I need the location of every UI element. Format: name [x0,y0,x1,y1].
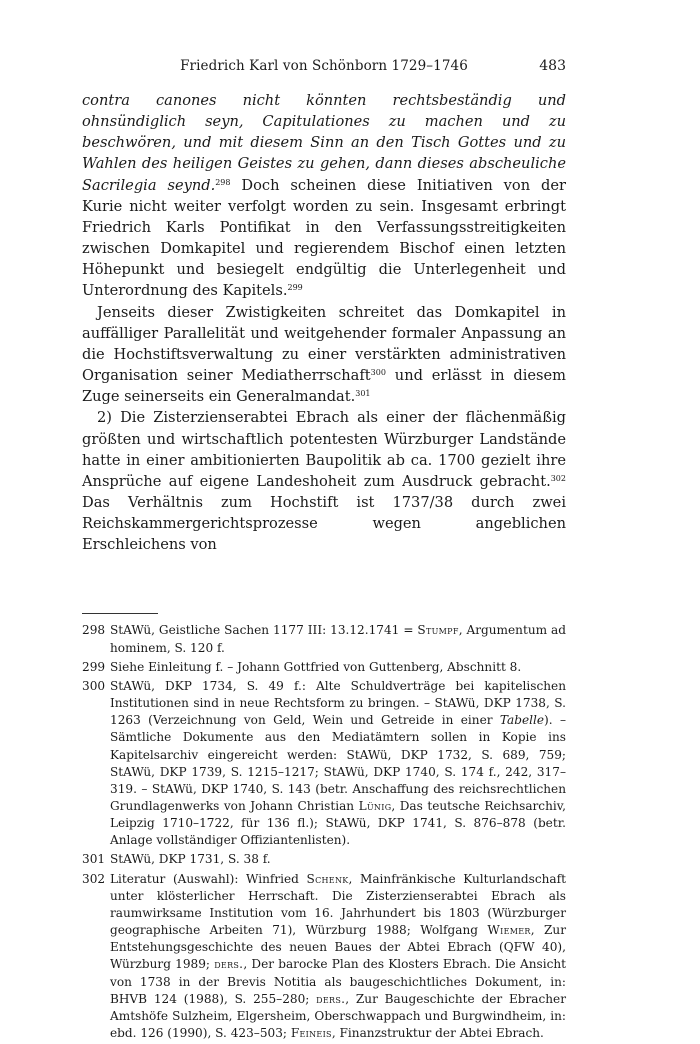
author-name: Schenk [306,871,349,886]
text-run: Jenseits dieser Zwistigkeiten schreitet das Domkapitel in auffälliger Parallelität und weitgehender formaler Anpassung an die Hochstiftsverwaltung zu einer verstärkten administrativen Organisation seiner Mediatherrschaft [82,303,566,385]
footnote-number: 300 [82,678,106,693]
text-run: Doch scheinen diese Initiativen von der Kurie nicht weiter verfolgt worden zu sein. Insgesamt erbringt Friedrich Karls Pontifikat in den Verfassungsstreitigkeiten zwischen Domkapitel und regierendem Bischof einen letzten Höhepunkt und besiegelt endgültig die Unterlegenheit und Unterordnung des Kapitels. [82,176,566,300]
book-page [82,58,566,1044]
footnote-reference: 298 [215,177,231,187]
footnote [82,622,566,656]
author-name: Feineis [290,1026,332,1041]
footnotes [82,622,566,1042]
text-run: , Das teutsche Reichsarchiv, Leipzig 1710–1722, für 136 fl.); StAWü, DKP 1741, S. 876–878 (betr. Anlage vollständiger Offiziantenlisten). [110,799,566,848]
running-header [82,58,566,82]
text-run: , Zur Baugeschichte der Ebracher Amtshöfe Sulzheim, Elgersheim, Oberschwappach und Burgwindheim, in: ebd. 126 (1990), S. 423–503; [110,991,567,1041]
running-head-title: Friedrich Karl von Schönborn 1729–1746 [180,58,468,74]
text-run: , Der barocke Plan des Klosters Ebrach. Die Ansicht von 1738 in der Brevis Notitia als baugeschichtliches Dokument, in: BHVB 124 (1988), S. 255–280; [110,957,566,1006]
author-name: Stumpf [417,623,459,638]
author-name: ders. [214,957,244,972]
text-run: Siehe Einleitung f. – Johann Gottfried von Guttenberg, Abschnitt 8. [110,659,522,674]
author-name: ders. [316,991,346,1006]
text-run: StAWü, DKP 1734, S. 49 f.: Alte Schuldverträge bei kapitelischen Institutionen sind in neue Rechtsform zu bringen. – StAWü, DKP 1738, S. 1263 (Verzeichnung von Geld, Wein und Getreide in einer [110,678,566,728]
footnote-reference: 301 [355,389,371,399]
text-run: und erlässt in diesem Zuge seinerseits ein Generalmandat. [82,367,566,406]
author-name: Lünig [358,799,392,813]
footnote-separator [82,613,158,614]
main-text [82,90,566,555]
text-run: Das Verhältnis zum Hochstift ist 1737/38 durch zwei Reichskammergerichtsprozesse wegen angeblichen Erschleichens von [82,493,566,554]
footnote-number: 299 [82,659,106,674]
footnote-reference: 299 [287,283,303,293]
italic-text: Tabelle [499,713,545,728]
text-run: , Finanzstruktur der Abtei Ebrach. [331,1026,544,1041]
footnote-text [110,622,566,656]
text-run: Literatur (Auswahl): Winfried [110,871,307,886]
text-run: ). – Sämtliche Dokumente aus den Mediatämtern sollen in Kopie ins Kapitelsarchiv eingereicht werden: StAWü, DKP 1732, S. 689, 759; StAWü, DKP 1739, S. 1215–1217; StAWü, DKP 1740, S. 174 f., 242, 317–319. – StAWü, DKP 1740, S. 143 (betr. Anschaffung des reichsrechtlichen Grundlagenwerks von Johann Christian [110,713,566,813]
footnote [82,851,566,868]
text-run: , Argumentum ad hominem, S. 120 f. [110,623,566,655]
footnote-number: 302 [82,871,106,886]
italic-text: contra canones nicht könnten rechtsbeständig und ohnsündiglich seyn, Capitulationes zu machen und zu beschwören, und mit diesem Sinn an den Tisch Gottes und zu Wahlen des heiligen Geistes zu gehen, dann dieses abscheuliche Sacrilegia seynd. [82,92,566,194]
footnote-number: 301 [82,852,106,867]
text-run: , Mainfränkische Kulturlandschaft unter klösterlicher Herrschaft. Die Zisterzienserabtei Ebrach als raumwirksame Institution vom 16. Jahrhundert bis 1803 (Würzburger geographische Arbeiten 71), Würzburg 1988; Wolfgang [110,871,566,938]
text-run: StAWü, Geistliche Sachen 1177 III: 13.12.1741 = [110,623,418,638]
footnote-reference: 300 [370,368,386,378]
footnote-number: 298 [82,623,106,638]
footnote-text [110,659,566,676]
footnote-text [110,851,566,868]
footnote [82,659,566,676]
text-run: 2) Die Zisterzienserabtei Ebrach als einer der flächenmäßig größten und wirtschaftlich potentesten Würzburger Landstände hatte in einer ambitionierten Baupolitik ab ca. 1700 gezielt ihre Ansprüche auf eigene Landeshoheit zum Ausdruck gebracht. [82,409,566,490]
text-run: StAWü, DKP 1731, S. 38 f. [110,852,271,867]
text-run: , Zur Entstehungsgeschichte des neuen Baues der Abtei Ebrach (QFW 40), Würzburg 1989; [110,923,566,972]
paragraph [82,302,566,408]
author-name: Wiemer [487,923,531,938]
footnote [82,678,566,850]
paragraph [82,407,566,555]
footnote-reference: 302 [550,473,566,483]
footnote-text [110,678,566,850]
page-number: 483 [539,58,566,74]
paragraph [82,90,566,302]
footnote-text [110,871,566,1043]
footnote [82,871,566,1043]
